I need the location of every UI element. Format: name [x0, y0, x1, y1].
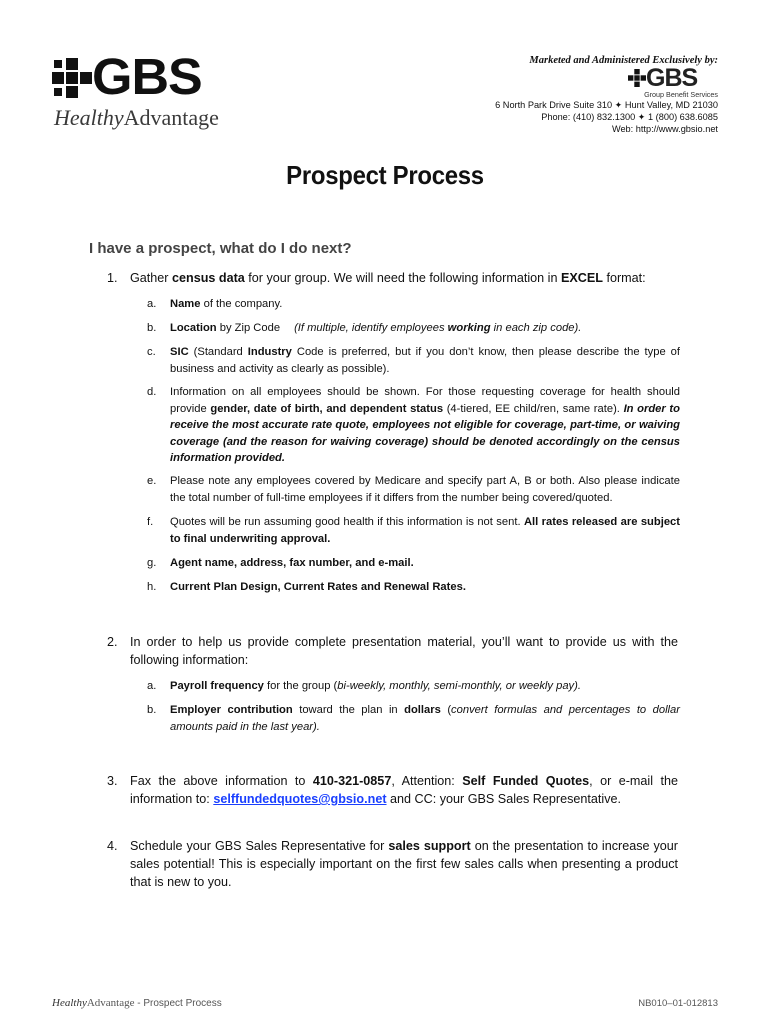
text-segment: Fax the above information to — [130, 774, 313, 788]
text-segment: , or e-mail the information to: — [130, 774, 678, 806]
item-number: 1. — [107, 271, 118, 285]
text-segment: Schedule your GBS Sales Representative for — [130, 839, 389, 853]
text-segment: Gather — [130, 271, 172, 285]
text-segment: (4-tiered, EE child/ren, same rate). — [443, 402, 624, 415]
item-number: 3. — [107, 774, 118, 788]
company-web: Web: http://www.gbsio.net — [611, 124, 718, 134]
text-segment: Name — [170, 298, 201, 310]
text-segment: In order to receive the most accurate rate quote, employees not eligible for coverage, part-time, or waiving coverage (and the reason for waiving coverage) should be denoted accordingly on the census information provided. — [170, 402, 680, 464]
subitem-letter: h. — [147, 581, 157, 593]
text-segment: EXCEL — [560, 271, 603, 285]
text-segment: Payroll frequency — [170, 680, 264, 692]
text-segment: convert formulas and percentages to dollar amounts paid in the last year). — [170, 704, 680, 733]
text-segment: format: — [602, 271, 646, 285]
text-segment: ( — [440, 704, 452, 716]
subitem-letter: a. — [147, 298, 157, 310]
text-segment: (If multiple, identify employees — [294, 322, 448, 334]
text-segment: Quotes will be run assuming good health if this information is not sent. — [170, 516, 524, 528]
text-segment: in each zip code). — [490, 322, 582, 334]
subitem-text — [170, 296, 680, 313]
gbs-cross-logo-icon — [52, 58, 92, 98]
text-segment: Information on all employees should be shown. For those requesting coverage for health should provide — [170, 386, 680, 415]
subitem-letter: c. — [147, 346, 156, 358]
healthy-advantage-tagline: HealthyAdvantage — [54, 105, 219, 130]
subitem-letter: d. — [147, 386, 157, 398]
text-segment: Current Plan Design, Current Rates and Renewal Rates. — [170, 581, 466, 593]
subitem-text — [170, 514, 680, 547]
text-segment: Location — [170, 322, 217, 334]
company-phone: Phone: (410) 832.1300 ✦ 1 (800) 638.6085 — [541, 112, 718, 122]
text-segment: , Attention: — [391, 774, 463, 788]
subitem-text — [170, 678, 680, 695]
text-segment: for the group ( — [263, 680, 338, 692]
text-segment: Agent name, address, fax number, and e-mail. — [170, 557, 414, 569]
subitem-letter: a. — [147, 680, 157, 692]
text-segment: Industry — [247, 346, 292, 358]
item-text — [130, 772, 678, 808]
subitem-letter: b. — [147, 704, 157, 716]
page-title: Prospect Process — [286, 160, 484, 190]
item-number: 2. — [107, 635, 118, 649]
text-segment: sales support — [388, 839, 471, 853]
text-segment: census data — [172, 271, 245, 285]
text-segment: on the presentation to increase your sales potential! This is especially important on the first few sales calls when presenting a product that is new to you. — [130, 839, 678, 889]
text-segment: toward the plan in — [292, 704, 405, 716]
text-segment: gender, date of birth, and dependent status — [210, 402, 444, 415]
text-segment: of the company. — [200, 298, 283, 310]
gbs-small-cross-icon — [628, 69, 646, 87]
text-segment: (Standard — [188, 346, 248, 358]
subitem-text — [170, 384, 680, 467]
item-text — [130, 837, 678, 891]
footer-brand: HealthyAdvantage - Prospect Process — [52, 997, 222, 1009]
gbs-logo-text: GBS — [92, 48, 202, 105]
subitem-letter: f. — [147, 516, 154, 528]
subitem-text — [170, 702, 680, 735]
text-segment: 410-321-0857 — [312, 774, 392, 788]
text-segment: All rates released are subject to final underwriting approval. — [170, 516, 680, 545]
section-heading: I have a prospect, what do I do next? — [89, 240, 352, 257]
subitem-text — [170, 579, 680, 596]
text-segment: SIC — [170, 346, 189, 358]
subitem-text — [170, 344, 680, 377]
form-code: NB010–01-012813 — [638, 998, 718, 1009]
text-segment: working — [447, 322, 491, 334]
subitem-letter: g. — [147, 557, 157, 569]
text-segment: for your group. We will need the following information in — [244, 271, 561, 285]
text-segment: Employer contribution — [170, 704, 293, 716]
group-benefit-services-logo: GBS Group Benefit Services — [628, 67, 718, 97]
marketed-by-text: Marketed and Administered Exclusively by: — [529, 55, 718, 66]
email-link[interactable]: selffundedquotes@gbsio.net — [213, 792, 387, 806]
subitem-text — [170, 320, 680, 337]
company-address: 6 North Park Drive Suite 310 ✦ Hunt Valley, MD 21030 — [495, 100, 718, 110]
text-segment: and CC: your GBS Sales Representative. — [386, 792, 622, 806]
text-segment: Code is preferred, but if you don’t know, then please describe the type of business and activity as clearly as possible). — [170, 346, 680, 375]
text-segment: In order to help us provide complete presentation material, you’ll want to provide us with the following information: — [130, 635, 678, 667]
text-segment: dollars — [404, 704, 441, 716]
subitem-letter: e. — [147, 475, 157, 487]
text-segment: by Zip Code — [216, 322, 281, 334]
subitem-text — [170, 473, 680, 506]
item-text — [130, 269, 678, 287]
text-segment: Please note any employees covered by Medicare and specify part A, B or both. Also please indicate the total number of full-time employees if it differs from the number being covered/quoted. — [170, 475, 680, 504]
subitem-text — [170, 555, 680, 572]
text-segment: bi-weekly, monthly, semi-monthly, or weekly pay). — [337, 680, 581, 692]
item-text — [130, 633, 678, 669]
subitem-letter: b. — [147, 322, 157, 334]
text-segment: Self Funded Quotes — [462, 774, 590, 788]
item-number: 4. — [107, 839, 118, 853]
